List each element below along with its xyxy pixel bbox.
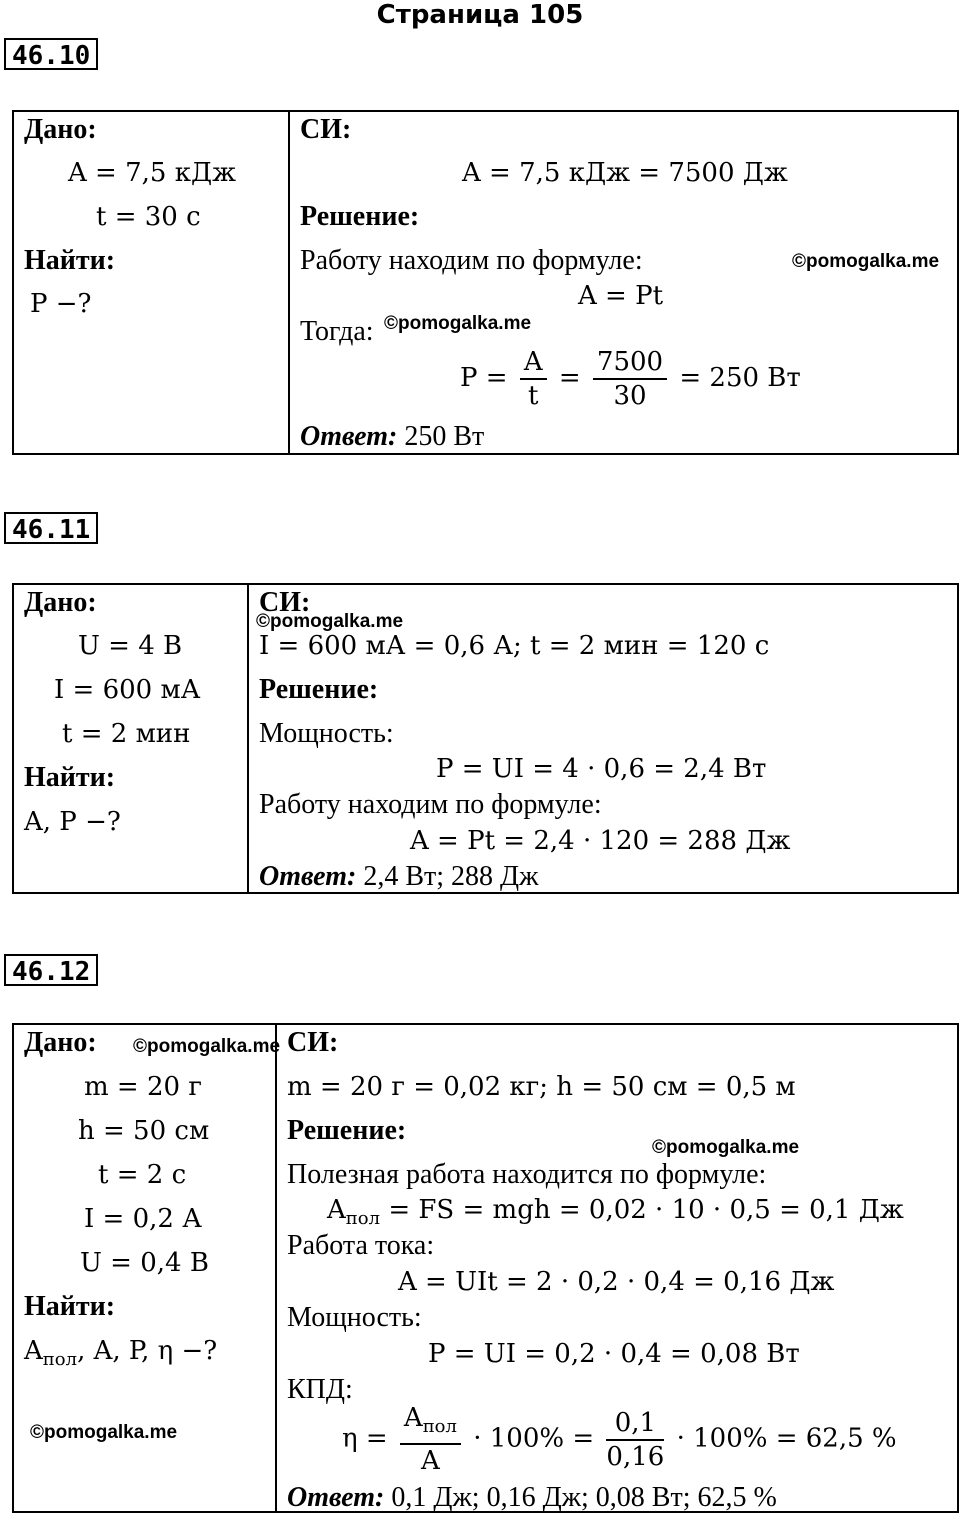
solution-label: Решение: xyxy=(259,674,379,705)
answer-label: Ответ: xyxy=(259,861,357,892)
watermark: ©pomogalka.me xyxy=(133,1036,281,1057)
find-value xyxy=(24,1335,217,1376)
given-value: t = 30 с xyxy=(96,202,201,232)
given-value: U = 4 В xyxy=(78,631,183,661)
fraction-denominator: 30 xyxy=(613,381,647,411)
si-conversion: A = 7,5 кДж = 7500 Дж xyxy=(462,158,788,188)
formula-part: = 250 Вт xyxy=(679,363,801,393)
fraction-denominator: A xyxy=(421,1446,440,1477)
formula-part: = xyxy=(558,363,581,393)
formula-part: · 100% = 62,5 % xyxy=(676,1423,897,1454)
answer-label: Ответ: xyxy=(300,421,398,452)
formula-part: P = xyxy=(460,363,508,393)
formula: P = UI = 0,2 · 0,4 = 0,08 Вт xyxy=(428,1339,800,1369)
fraction-symbol: A xyxy=(403,1403,423,1433)
fraction xyxy=(400,1402,461,1477)
given-value: t = 2 с xyxy=(98,1160,187,1190)
find-label: Найти: xyxy=(24,762,116,793)
si-conversion: m = 20 г = 0,02 кг; h = 50 см = 0,5 м xyxy=(287,1072,796,1102)
formula-part: η = xyxy=(342,1423,388,1454)
find-label: Найти: xyxy=(24,245,116,276)
watermark: ©pomogalka.me xyxy=(256,611,404,632)
fraction xyxy=(593,346,667,412)
given-value: I = 600 мА xyxy=(54,675,201,705)
find-label: Найти: xyxy=(24,1291,116,1322)
given-value: I = 0,2 А xyxy=(84,1204,202,1234)
si-label: СИ: xyxy=(300,114,352,145)
si-conversion: I = 600 мА = 0,6 А; t = 2 мин = 120 с xyxy=(259,631,770,661)
given-value: A = 7,5 кДж xyxy=(68,158,237,188)
answer-value: 0,1 Дж; 0,16 Дж; 0,08 Вт; 62,5 % xyxy=(391,1482,777,1513)
problem-number: 46.10 xyxy=(4,38,98,70)
solution-label: Решение: xyxy=(287,1115,407,1146)
solution-text: Работу находим по формуле: xyxy=(300,245,643,276)
find-value: A, P −? xyxy=(24,807,121,837)
given-label: Дано: xyxy=(24,114,97,145)
problem-number: 46.12 xyxy=(4,954,98,986)
answer-line xyxy=(287,1482,777,1514)
column-divider xyxy=(288,110,290,455)
answer-value: 2,4 Вт; 288 Дж xyxy=(363,861,539,892)
formula-efficiency xyxy=(342,1402,897,1477)
page-title: Страница 105 xyxy=(376,0,584,30)
problem-number: 46.11 xyxy=(4,512,98,544)
find-symbol: A xyxy=(24,1336,43,1366)
si-label: СИ: xyxy=(259,587,311,618)
column-divider xyxy=(275,1023,277,1513)
si-label: СИ: xyxy=(287,1027,339,1058)
fraction-denominator: 0,16 xyxy=(606,1441,665,1472)
given-value: m = 20 г xyxy=(84,1072,202,1102)
formula xyxy=(327,1194,904,1235)
solution-label: Решение: xyxy=(300,201,420,232)
formula-power xyxy=(460,346,801,412)
answer-label: Ответ: xyxy=(287,1482,385,1513)
solution-text: Полезная работа находится по формуле: xyxy=(287,1159,767,1190)
watermark: ©pomogalka.me xyxy=(652,1137,800,1158)
solution-text: Мощность: xyxy=(259,718,394,749)
fraction xyxy=(606,1407,664,1473)
fraction-numerator: 0,1 xyxy=(606,1407,664,1441)
find-rest: , A, P, η −? xyxy=(77,1336,218,1366)
solution-text: Тогда: xyxy=(300,316,374,347)
watermark: ©pomogalka.me xyxy=(792,251,940,272)
formula: P = UI = 4 · 0,6 = 2,4 Вт xyxy=(436,754,767,784)
formula: A = UIt = 2 · 0,2 · 0,4 = 0,16 Дж xyxy=(398,1267,835,1297)
given-label: Дано: xyxy=(24,1027,97,1058)
watermark: ©pomogalka.me xyxy=(384,313,532,334)
fraction xyxy=(520,346,547,412)
solution-text: Мощность: xyxy=(287,1302,422,1333)
solution-text: КПД: xyxy=(287,1374,353,1405)
formula-symbol: A xyxy=(327,1195,346,1225)
formula-rest: = FS = mgh = 0,02 · 10 · 0,5 = 0,1 Дж xyxy=(380,1195,904,1225)
watermark: ©pomogalka.me xyxy=(30,1422,178,1443)
answer-line xyxy=(300,421,484,453)
find-value: P −? xyxy=(30,289,92,319)
answer-value: 250 Вт xyxy=(404,421,485,452)
given-value: U = 0,4 В xyxy=(80,1248,209,1278)
fraction-numerator: 7500 xyxy=(593,346,667,380)
answer-line xyxy=(259,861,538,893)
fraction-subscript: пол xyxy=(422,1416,457,1438)
formula: A = Pt = 2,4 · 120 = 288 Дж xyxy=(410,826,791,856)
find-subscript: пол xyxy=(42,1349,78,1371)
fraction-denominator: t xyxy=(527,381,539,411)
given-label: Дано: xyxy=(24,587,97,618)
formula: A = Pt xyxy=(578,281,664,311)
formula-part: · 100% = xyxy=(473,1423,595,1454)
solution-text: Работу находим по формуле: xyxy=(259,789,602,820)
given-value: h = 50 см xyxy=(78,1116,210,1146)
fraction-numerator xyxy=(400,1402,461,1445)
column-divider xyxy=(247,583,249,894)
fraction-numerator: A xyxy=(520,346,547,380)
given-value: t = 2 мин xyxy=(62,719,191,749)
solution-text: Работа тока: xyxy=(287,1230,435,1261)
formula-subscript: пол xyxy=(345,1208,381,1230)
